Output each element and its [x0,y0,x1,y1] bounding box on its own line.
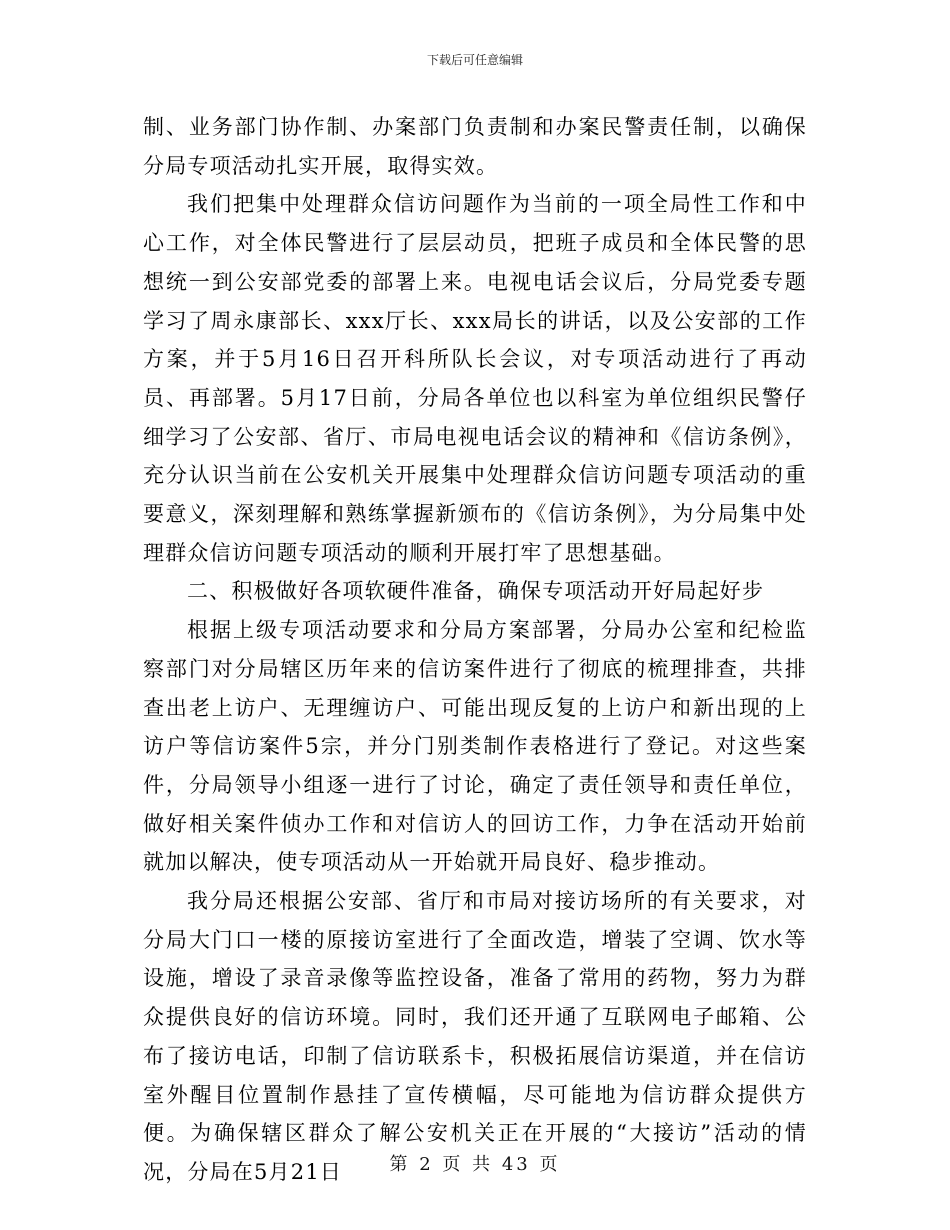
paragraph-case-review: 根据上级专项活动要求和分局方案部署，分局办公室和纪检监察部门对分局辖区历年来的信访案件进行了彻底的梳理排查，共排查出老上访户、无理缠访户、可能出现反复的上访户和新出现的上访户等信访案件5宗，并分门别类制作表格进行了登记。对这些案件，分局领导小组逐一进行了讨论，确定了责任领导和责任单位，做好相关案件侦办工作和对信访人的回访工作，力争在活动开始前就加以解决，使专项活动从一开始就开局良好、稳步推动。 [143,618,807,875]
paragraph-reception-room: 我分局还根据公安部、省厅和市局对接访场所的有关要求，对分局大门口一楼的原接访室进行了全面改造，增装了空调、饮水等设施，增设了录音录像等监控设备，准备了常用的药物，努力为群众提供良好的信访环境。同时，我们还开通了互联网电子邮箱、公布了接访电话，印制了信访联系卡，积极拓展信访渠道，并在信访室外醒目位置制作悬挂了宣传横幅，尽可能地为信访群众提供方便。为确保辖区群众了解公安机关正在开展的“大接访”活动的情况，分局在5月21日 [143,889,807,1184]
paragraph-continuation: 制、业务部门协作制、办案部门负责制和办案民警责任制，以确保分局专项活动扎实开展，取得实效。 [143,115,807,178]
document-body [143,108,807,1192]
paragraph-mobilization: 我们把集中处理群众信访问题作为当前的一项全局性工作和中心工作，对全体民警进行了层层动员，把班子成员和全体民警的思想统一到公安部党委的部署上来。电视电话会议后，分局党委专题学习了周永康部长、xxx厅长、xxx局长的讲话，以及公安部的工作方案，并于5月16日召开科所队长会议，对专项活动进行了再动员、再部署。5月17日前，分局各单位也以科室为单位组织民警仔细学习了公安部、省厅、市局电视电话会议的精神和《信访条例》，充分认识当前在公安机关开展集中处理群众信访问题专项活动的重要意义，深刻理解和熟练掌握新颁布的《信访条例》，为分局集中处理群众信访问题专项活动的顺利开展打牢了思想基础。 [143,192,807,565]
section-heading: 二、积极做好各项软硬件准备，确保专项活动开好局起好步 [187,579,765,604]
page-number: 第 2 页 共 43 页 [389,1154,561,1175]
header-note: 下载后可任意编辑 [426,53,523,67]
